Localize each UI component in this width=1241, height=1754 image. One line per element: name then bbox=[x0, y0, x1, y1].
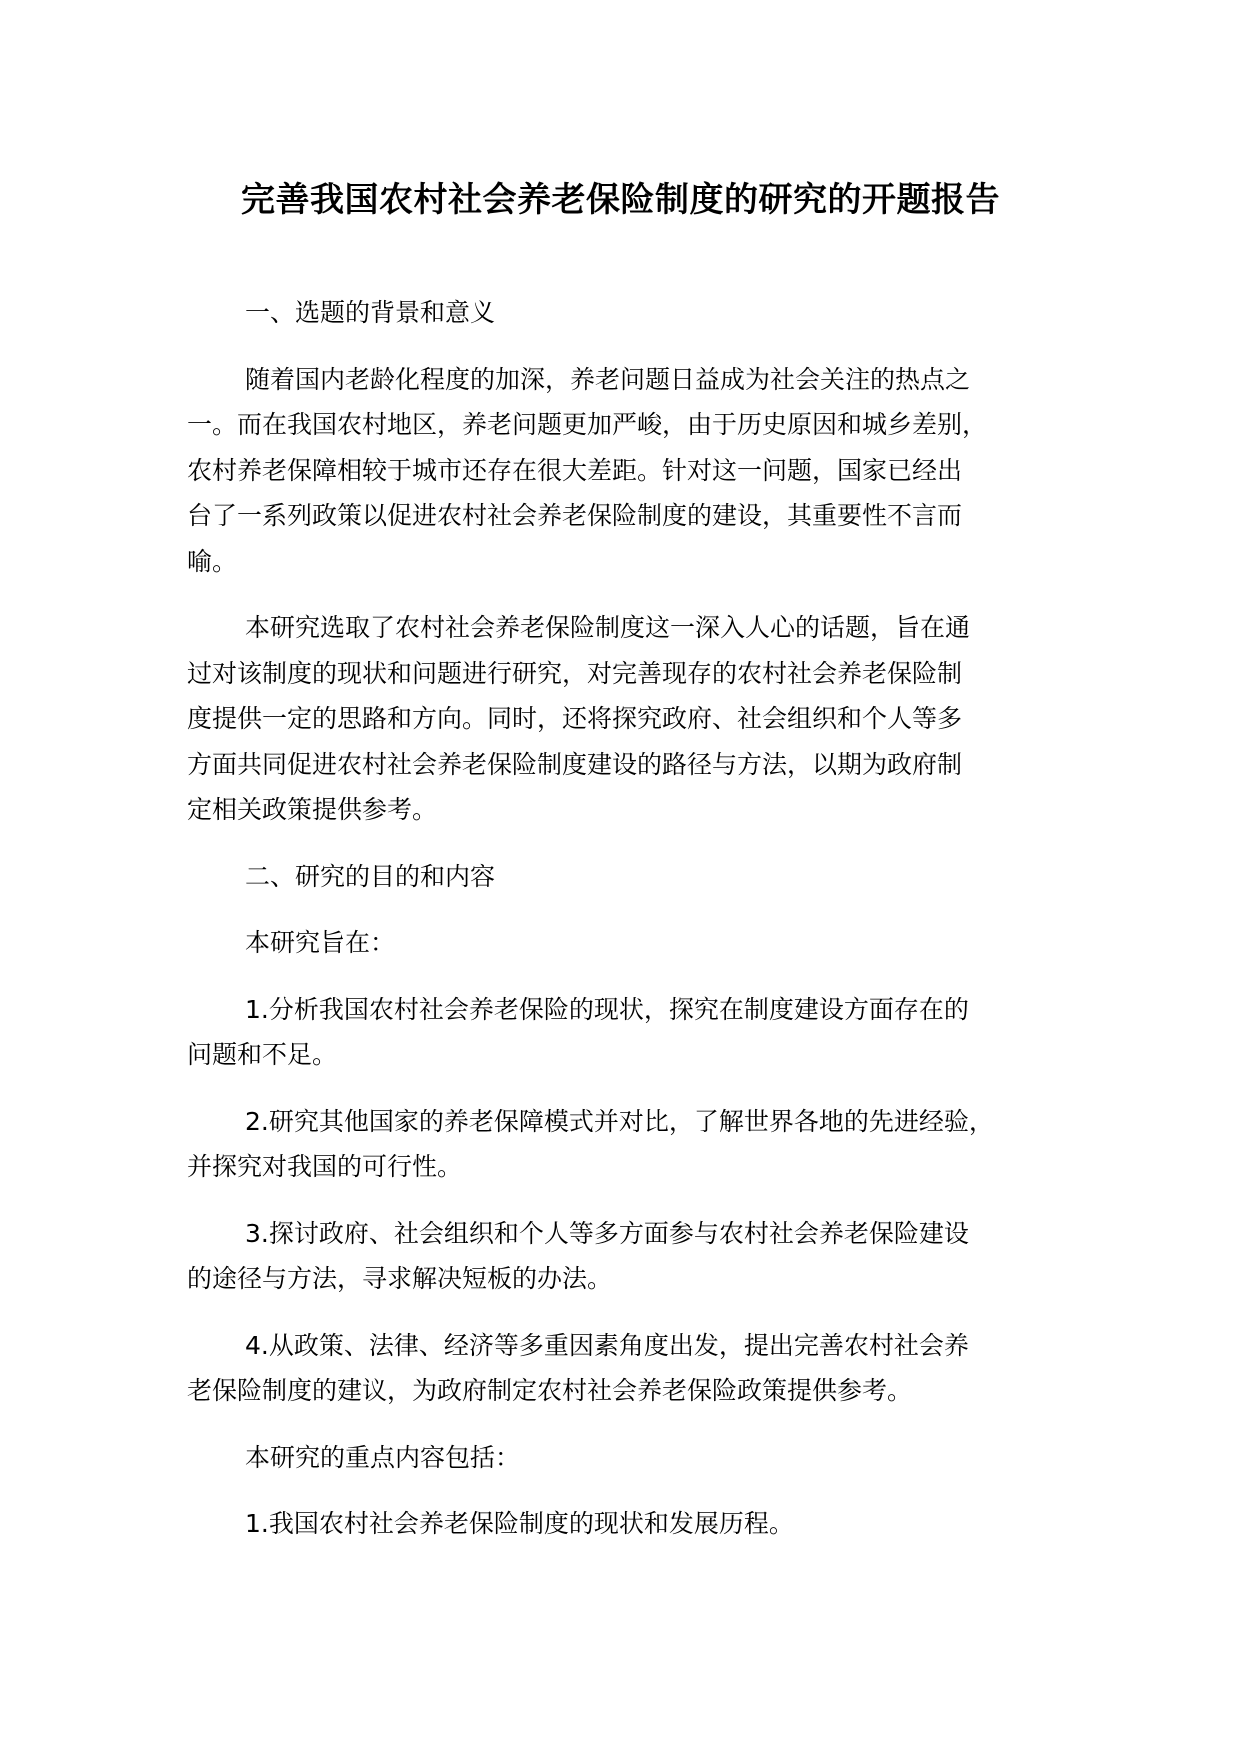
paragraph-line: 1.分析我国农村社会养老保险的现状，探究在制度建设方面存在的 bbox=[245, 994, 969, 1024]
paragraph bbox=[187, 854, 1087, 900]
paragraph-line: 2.研究其他国家的养老保障模式并对比，了解世界各地的先进经验， bbox=[245, 1106, 994, 1136]
paragraph-line: 老保险制度的建议，为政府制定农村社会养老保险政策提供参考。 bbox=[187, 1376, 913, 1405]
paragraph-line: 一。而在我国农村地区，养老问题更加严峻，由于历史原因和城乡差别， bbox=[187, 410, 988, 439]
paragraph bbox=[187, 1099, 1087, 1190]
paragraph-line: 过对该制度的现状和问题进行研究，对完善现存的农村社会养老保险制 bbox=[187, 658, 963, 688]
paragraph bbox=[187, 920, 1087, 966]
paragraph-line: 方面共同促进农村社会养老保险制度建设的路径与方法，以期为政府制 bbox=[187, 749, 963, 779]
paragraph-line: 的途径与方法，寻求解决短板的办法。 bbox=[187, 1264, 613, 1293]
paragraph bbox=[187, 357, 1087, 585]
paragraph bbox=[187, 290, 1087, 336]
paragraph bbox=[187, 1211, 1087, 1302]
paragraph-line: 定相关政策提供参考。 bbox=[187, 795, 438, 824]
paragraph-line: 本研究的重点内容包括： bbox=[245, 1442, 521, 1472]
paragraph-line: 度提供一定的思路和方向。同时，还将探究政府、社会组织和个人等多 bbox=[187, 704, 963, 733]
paragraph-line: 台了一系列政策以促进农村社会养老保险制度的建设，其重要性不言而 bbox=[187, 501, 963, 530]
paragraph bbox=[187, 1501, 1087, 1547]
paragraph bbox=[187, 987, 1087, 1078]
paragraph-line: 一、选题的背景和意义 bbox=[245, 298, 496, 327]
paragraph-line: 二、研究的目的和内容 bbox=[245, 861, 496, 891]
paragraph-line: 随着国内老龄化程度的加深，养老问题日益成为社会关注的热点之 bbox=[245, 364, 971, 394]
paragraph bbox=[187, 1323, 1087, 1414]
document-title: 完善我国农村社会养老保险制度的研究的开题报告 bbox=[241, 180, 1000, 220]
paragraph-line: 本研究旨在： bbox=[245, 928, 396, 957]
paragraph-line: 问题和不足。 bbox=[187, 1040, 338, 1069]
paragraph bbox=[187, 605, 1087, 833]
paragraph-line: 喻。 bbox=[187, 546, 238, 576]
paragraph bbox=[187, 1435, 1087, 1481]
paragraph-line: 并探究对我国的可行性。 bbox=[187, 1152, 463, 1181]
paragraph-line: 农村养老保障相较于城市还存在很大差距。针对这一问题，国家已经出 bbox=[187, 455, 963, 485]
paragraph-line: 1.我国农村社会养老保险制度的现状和发展历程。 bbox=[245, 1509, 794, 1538]
paragraph-line: 4.从政策、法律、经济等多重因素角度出发，提出完善农村社会养 bbox=[245, 1330, 969, 1360]
paragraph-line: 本研究选取了农村社会养老保险制度这一深入人心的话题，旨在通 bbox=[245, 613, 971, 642]
paragraph-line: 3.探讨政府、社会组织和个人等多方面参与农村社会养老保险建设 bbox=[245, 1218, 969, 1248]
document-body bbox=[187, 290, 1087, 1568]
